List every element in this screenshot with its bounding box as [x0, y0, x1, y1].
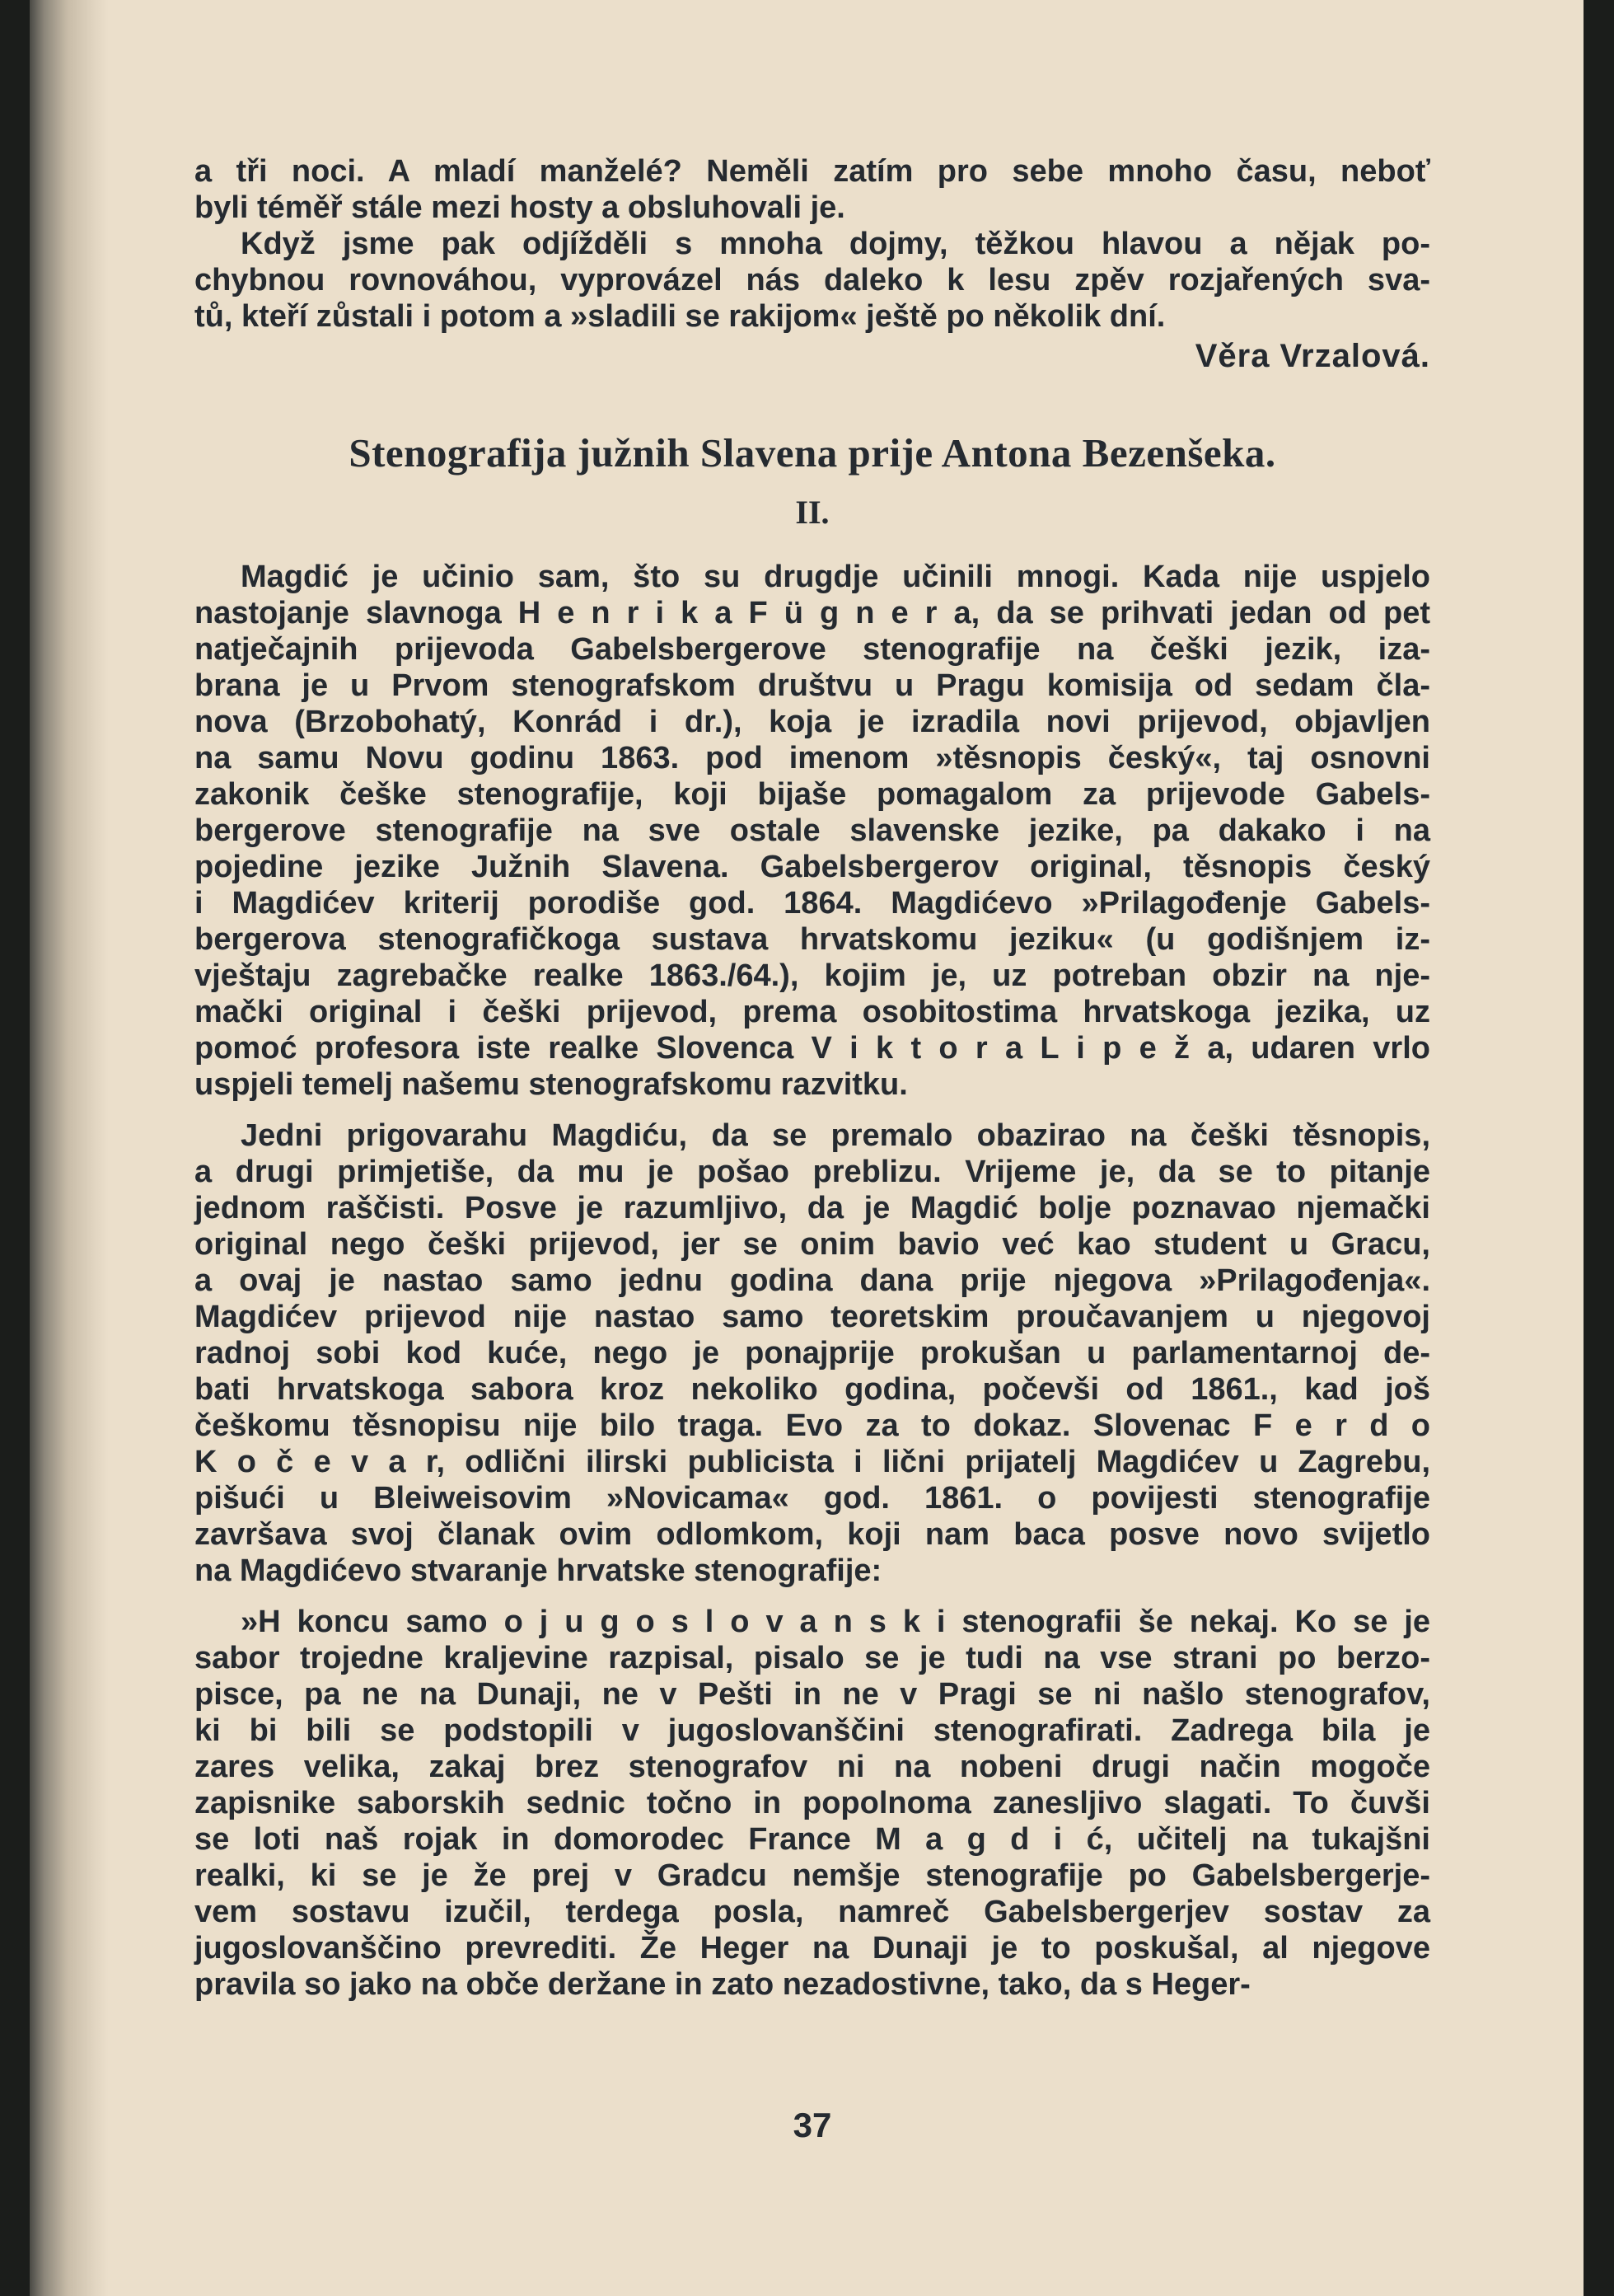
text-line: »H koncu samo o j u g o s l o v a n s k i stenografii še nekaj. Ko se je: [241, 1605, 1430, 1639]
text-line: vještaju zagrebačke realke 1863./64.), kojim je, uz potreban obzir na nje-: [194, 958, 1430, 993]
text-line: chybnou rovnováhou, vyprovázel nás daleko k lesu zpěv rozjařených sva-: [194, 263, 1430, 298]
text-line: original nego češki prijevod, jer se onim bavio već kao student u Gracu,: [194, 1227, 1430, 1262]
previous-article-ending: [194, 153, 1430, 376]
text-line: Magdić je učinio sam, što su drugdje učinili mnogi. Kada nije uspjelo: [241, 560, 1430, 594]
text-line: Magdićev prijevod nije nastao samo teoretskim proučavanjem u njegovoj: [194, 1300, 1430, 1334]
text-line: na Magdićevo stvaranje hrvatske stenografije:: [194, 1553, 882, 1588]
text-line: završava svoj članak ovim odlomkom, koji nam baca posve novo svijetlo: [194, 1517, 1430, 1552]
text-line: bergerove stenografije na sve ostale slavenske jezike, pa dakako i na: [194, 813, 1430, 848]
text-line: mački original i češki prijevod, prema osobitostima hrvatskoga jezika, uz: [194, 995, 1430, 1029]
text-line: sabor trojedne kraljevine razpisal, pisalo se je tudi na vse strani po berzo-: [194, 1641, 1430, 1675]
text-line: Jedni prigovarahu Magdiću, da se premalo obazirao na češki těsnopis,: [241, 1118, 1430, 1153]
page-content: [194, 153, 1430, 2003]
article-paragraph: [194, 1604, 1430, 2003]
text-line: bergerova stenografičkoga sustava hrvatskomu jeziku« (u godišnjem iz-: [194, 922, 1430, 957]
section-number: II.: [795, 494, 830, 531]
article-body: [194, 559, 1430, 2003]
text-line: realki, ki se je že prej v Gradcu nemšje stenografije po Gabelsbergerje-: [194, 1858, 1430, 1893]
article-title: Stenografija južnih Slavena prije Antona Bezenšeka.: [349, 430, 1276, 476]
text-line: jugoslovanščino prevrediti. Že Heger na Dunaji je to poskušal, al njegove: [194, 1931, 1430, 1966]
text-line: brana je u Prvom stenografskom društvu u Pragu komisija od sedam čla-: [194, 668, 1430, 703]
text-line: se loti naš rojak in domorodec France M a g d i ć, učitelj na tukajšni: [194, 1822, 1430, 1857]
text-line: nastojanje slavnoga H e n r i k a F ü g n e r a, da se prihvati jedan od pet: [194, 596, 1430, 630]
text-line: pravila so jako na obče deržane in zato nezadostivne, tako, da s Heger-: [194, 1967, 1251, 2002]
text-line: ki bi bili se podstopili v jugoslovanščini stenografirati. Zadrega bila je: [194, 1713, 1430, 1748]
article-paragraph: [194, 559, 1430, 1103]
text-line: uspjeli temelj našemu stenografskomu razvitku.: [194, 1067, 908, 1102]
text-line: i Magdićev kriterij porodiše god. 1864. Magdićevo »Prilagođenje Gabels-: [194, 886, 1430, 921]
text-line: nova (Brzobohatý, Konrád i dr.), koja je izradila novi prijevod, objavljen: [194, 705, 1430, 739]
text-line: na samu Novu godinu 1863. pod imenom »těsnopis český«, taj osnovni: [194, 741, 1430, 775]
text-line: a ovaj je nastao samo jednu godina dana prije njegova »Prilagođenja«.: [194, 1263, 1430, 1298]
text-line: zapisnike saborskih sednic točno in popolnoma zanesljivo slagati. To čuvši: [194, 1786, 1430, 1820]
scanned-page: [30, 0, 1584, 2296]
article-paragraph: [194, 1118, 1430, 1589]
text-line: a drugi primjetiše, da mu je pošao preblizu. Vrijeme je, da se to pitanje: [194, 1155, 1430, 1189]
author-signature: Věra Vrzalová.: [1195, 338, 1430, 374]
text-line: pišući u Bleiweisovim »Novicama« god. 1861. o povijesti stenografije: [194, 1481, 1430, 1516]
text-line: K o č e v a r, odlični ilirski publicista i lični prijatelj Magdićev u Zagrebu,: [194, 1445, 1430, 1479]
text-line: pomoć profesora iste realke Slovenca V i k t o r a L i p e ž a, udaren vrlo: [194, 1031, 1430, 1066]
text-line: pisce, pa ne na Dunaji, ne v Pešti in ne v Pragi se ni našlo stenografov,: [194, 1677, 1430, 1712]
text-line: byli téměř stále mezi hosty a obsluhovali je.: [194, 190, 845, 225]
text-line: pojedine jezike Južnih Slavena. Gabelsbergerov original, těsnopis český: [194, 850, 1430, 884]
text-line: Když jsme pak odjížděli s mnoha dojmy, těžkou hlavou a nějak po-: [241, 227, 1430, 261]
text-line: zares velika, zakaj brez stenografov ni na nobeni drugi način mogoče: [194, 1750, 1430, 1784]
text-line: a tři noci. A mladí manželé? Neměli zatím pro sebe mnoho času, neboť: [194, 154, 1430, 189]
text-line: češkomu těsnopisu nije bilo traga. Evo za to dokaz. Slovenac F e r d o: [194, 1408, 1430, 1443]
page-binding-shadow: [30, 0, 109, 2296]
text-line: natječajnih prijevoda Gabelsbergerove stenografije na češki jezik, iza-: [194, 632, 1430, 667]
text-line: jednom raščisti. Posve je razumljivo, da je Magdić bolje poznavao njemački: [194, 1191, 1430, 1225]
text-line: tů, kteří zůstali i potom a »sladili se rakijom« ještě po několik dní.: [194, 299, 1166, 334]
text-line: bati hrvatskoga sabora kroz nekoliko godina, počevši od 1861., kad još: [194, 1372, 1430, 1407]
page-number: 37: [793, 2106, 832, 2144]
text-line: zakonik češke stenografije, koji bijaše pomagalom za prijevode Gabels-: [194, 777, 1430, 812]
text-line: vem sostavu izučil, terdega posla, namreč Gabelsbergerjev sostav za: [194, 1895, 1430, 1929]
text-line: radnoj sobi kod kuće, nego je ponajprije prokušan u parlamentarnoj de-: [194, 1336, 1430, 1371]
